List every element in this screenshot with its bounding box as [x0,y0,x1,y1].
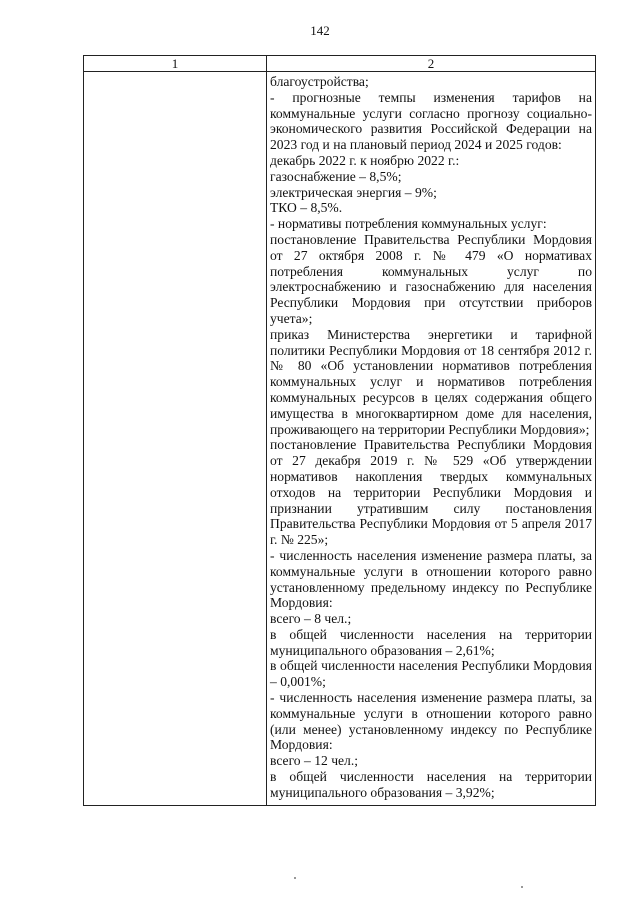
table-row [84,72,596,806]
paragraph: в общей численности населения Республики Мордовия – 0,001%; [270,658,592,690]
paragraph: газоснабжение – 8,5%; [270,168,402,184]
scan-speck [521,886,523,888]
paragraph: постановление Правительства Республики Мордовия от 27 декабря 2019 г. № 529 «Об утверждении нормативов накопления твердых коммунальных отходов на территории Республики Мордовия и признании утратившим силу постановления Правительства Республики Мордовия от 5 апреля 2017 г. № 225»; [270,437,592,548]
paragraph: благоустройства; [270,74,369,89]
column-header-2: 2 [267,56,596,72]
paragraph: в общей численности населения на территории муниципального образования – 3,92%; [270,769,592,800]
paragraph: всего – 8 чел.; [270,611,352,627]
paragraph: - нормативы потребления коммунальных услуг: [270,216,547,232]
paragraph: приказ Министерства энергетики и тарифной политики Республики Мордовия от 18 сентября 2012 г. № 80 «Об установлении нормативов потребления коммунальных услуг и нормативов потребления коммунальных ресурсов в целях содержания общего имущества в многоквартирном доме для населения, проживающего на территории Республики Мордовия»; [270,326,592,437]
paragraph: постановление Правительства Республики Мордовия от 27 октября 2008 г. № 479 «О нормативах потребления коммунальных услуг по электроснабжению и газоснабжению для населения Республики Мордовия при отсутствии приборов учета»; [270,231,592,326]
scan-speck [294,877,296,879]
paragraph: электрическая энергия – 9%; [270,184,437,200]
paragraph: - прогнозные темпы изменения тарифов на коммунальные услуги согласно прогнозу социально-экономического развития Российской Федерации на 2023 год и на плановый период 2024 и 2025 годов: [270,89,592,153]
cell-content [267,72,595,805]
page-number: 142 [310,23,330,38]
paragraph: декабрь 2022 г. к ноябрю 2022 г.: [270,152,460,168]
document-table [83,55,596,806]
column-header-1: 1 [84,56,267,72]
paragraph: в общей численности населения на территории муниципального образования – 2,61%; [270,626,592,658]
table-cell-col2 [267,72,596,806]
paragraph: - численность населения изменение размера платы, за коммунальные услуги в отношении которого равно установленному предельному индексу по Республике Мордовия: [270,547,592,611]
table-header-row [84,56,596,72]
paragraph: ТКО – 8,5%. [270,200,343,216]
paragraph: - численность населения изменение размера платы, за коммунальные услуги в отношении которого равно (или менее) установленному индексу по Республике Мордовия: [270,690,592,753]
paragraph: всего – 12 чел.; [270,753,359,769]
table-cell-col1 [84,72,267,806]
